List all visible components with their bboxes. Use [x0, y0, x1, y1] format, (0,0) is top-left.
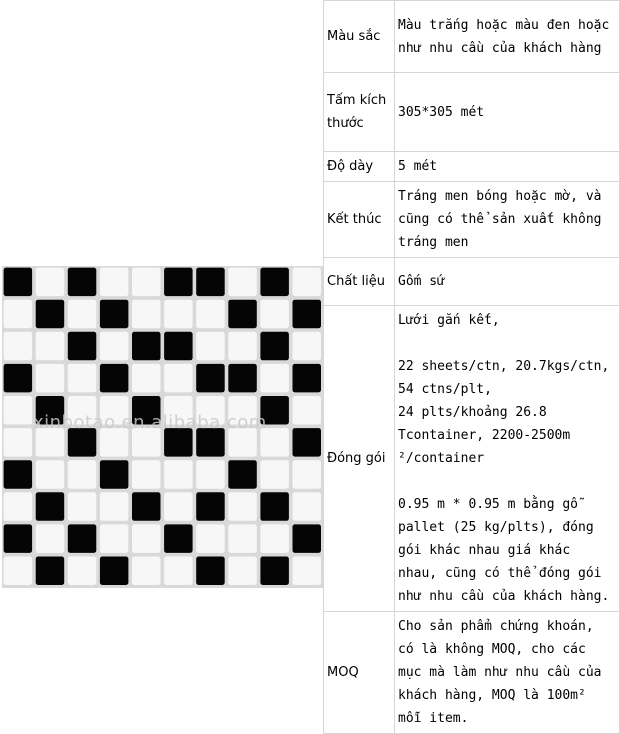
mosaic-tile — [196, 492, 225, 521]
mosaic-tile — [132, 524, 161, 553]
spec-value: Cho sản phẩm chứng khoán, có là không MOQ, cho các mục mà làm như nhu cầu của khách hàng, MOQ là 100m² mỗi item. — [395, 612, 620, 734]
mosaic-tile — [100, 428, 128, 457]
mosaic-tile — [100, 492, 128, 521]
mosaic-tile — [132, 428, 161, 457]
mosaic-tile — [196, 524, 225, 553]
mosaic-tile — [4, 492, 32, 521]
mosaic-tile — [36, 396, 64, 425]
mosaic-tile — [293, 524, 322, 553]
mosaic-tile — [293, 428, 322, 457]
spec-label: Màu sắc — [324, 1, 395, 73]
spec-value: 5 mét — [395, 152, 620, 182]
mosaic-tile — [293, 332, 322, 361]
mosaic-tile — [132, 460, 161, 489]
mosaic-tile — [36, 364, 64, 393]
mosaic-tile — [293, 492, 322, 521]
spec-label: Tấm kích thước — [324, 73, 395, 152]
mosaic-tile — [68, 460, 97, 489]
mosaic-grid — [2, 266, 323, 588]
spec-value: 305*305 mét — [395, 73, 620, 152]
spec-value: Tráng men bóng hoặc mờ, và cũng có thể sản xuất không tráng men — [395, 182, 620, 258]
mosaic-tile — [132, 268, 161, 297]
mosaic-tile — [68, 492, 97, 521]
mosaic-tile — [100, 396, 128, 425]
mosaic-tile — [164, 300, 193, 329]
mosaic-tile — [4, 364, 32, 393]
mosaic-tile — [164, 268, 193, 297]
mosaic-tile — [4, 524, 32, 553]
mosaic-tile — [100, 557, 128, 586]
spec-row-moq — [324, 612, 620, 734]
spec-label: Đóng gói — [324, 306, 395, 612]
mosaic-tile — [68, 396, 97, 425]
mosaic-tile — [260, 428, 289, 457]
spec-row-size — [324, 73, 620, 152]
mosaic-tile — [293, 300, 322, 329]
mosaic-tile — [293, 268, 322, 297]
spec-label: Kết thúc — [324, 182, 395, 258]
mosaic-tile — [260, 460, 289, 489]
mosaic-tile — [68, 557, 97, 586]
mosaic-tile — [100, 332, 128, 361]
mosaic-tile — [132, 557, 161, 586]
watermark-text: xinbotao.en.alibaba.com — [33, 412, 267, 433]
mosaic-tile — [260, 492, 289, 521]
mosaic-tile — [196, 428, 225, 457]
mosaic-tile — [4, 460, 32, 489]
mosaic-tile — [68, 332, 97, 361]
mosaic-tile — [4, 300, 32, 329]
mosaic-tile — [164, 460, 193, 489]
mosaic-tile — [260, 364, 289, 393]
mosaic-tile — [4, 557, 32, 586]
mosaic-tile — [228, 268, 256, 297]
mosaic-tile — [228, 460, 256, 489]
mosaic-tile — [4, 396, 32, 425]
mosaic-tile — [68, 428, 97, 457]
mosaic-tile — [293, 460, 322, 489]
mosaic-tile — [260, 268, 289, 297]
mosaic-tile — [196, 460, 225, 489]
mosaic-tile — [228, 428, 256, 457]
mosaic-tile — [36, 268, 64, 297]
spec-row-packaging — [324, 306, 620, 612]
spec-value: Màu trắng hoặc màu đen hoặc như nhu cầu của khách hàng — [395, 1, 620, 73]
mosaic-tile — [68, 300, 97, 329]
mosaic-tile — [293, 364, 322, 393]
mosaic-tile — [4, 332, 32, 361]
mosaic-tile — [4, 268, 32, 297]
mosaic-tile — [228, 396, 256, 425]
mosaic-tile — [100, 268, 128, 297]
mosaic-tile — [228, 364, 256, 393]
mosaic-tile — [196, 332, 225, 361]
spec-label: Chất liệu — [324, 258, 395, 306]
mosaic-tile-photo — [2, 266, 323, 588]
mosaic-tile — [36, 332, 64, 361]
mosaic-tile — [36, 557, 64, 586]
mosaic-tile — [164, 396, 193, 425]
mosaic-tile — [100, 300, 128, 329]
mosaic-tile — [164, 428, 193, 457]
spec-row-thickness — [324, 152, 620, 182]
mosaic-tile — [228, 332, 256, 361]
mosaic-tile — [293, 396, 322, 425]
mosaic-tile — [260, 300, 289, 329]
spec-row-finish — [324, 182, 620, 258]
spec-label: Độ dày — [324, 152, 395, 182]
mosaic-tile — [36, 460, 64, 489]
mosaic-tile — [260, 557, 289, 586]
spec-table — [323, 0, 620, 734]
mosaic-tile — [196, 364, 225, 393]
mosaic-tile — [164, 492, 193, 521]
mosaic-tile — [132, 364, 161, 393]
mosaic-tile — [293, 557, 322, 586]
spec-value: Lưới gắn kết, 22 sheets/ctn, 20.7kgs/ctn, 54 ctns/plt, 24 plts/khoảng 26.8 Tcontainer, 2200-2500m ²/container 0.95 m * 0.95 m bằng gỗ pallet (25 kg/plts), đóng gói khác nhau giá khác nhau, cũng có thể đóng gói như nhu cầu của khách hàng. — [395, 306, 620, 612]
mosaic-tile — [228, 300, 256, 329]
spec-row-color — [324, 1, 620, 73]
mosaic-tile — [36, 492, 64, 521]
mosaic-tile — [164, 524, 193, 553]
mosaic-tile — [228, 524, 256, 553]
mosaic-tile — [228, 557, 256, 586]
mosaic-tile — [196, 268, 225, 297]
mosaic-tile — [164, 332, 193, 361]
mosaic-tile — [36, 524, 64, 553]
mosaic-tile — [132, 332, 161, 361]
spec-label: MOQ — [324, 612, 395, 734]
mosaic-tile — [100, 364, 128, 393]
mosaic-tile — [260, 396, 289, 425]
mosaic-tile — [36, 300, 64, 329]
spec-row-material — [324, 258, 620, 306]
mosaic-tile — [100, 460, 128, 489]
mosaic-tile — [132, 492, 161, 521]
mosaic-tile — [68, 268, 97, 297]
mosaic-tile — [132, 300, 161, 329]
mosaic-tile — [68, 524, 97, 553]
mosaic-tile — [4, 428, 32, 457]
mosaic-tile — [68, 364, 97, 393]
mosaic-tile — [132, 396, 161, 425]
spec-value: Gốm sứ — [395, 258, 620, 306]
mosaic-tile — [260, 524, 289, 553]
mosaic-tile — [196, 300, 225, 329]
mosaic-tile — [196, 557, 225, 586]
mosaic-tile — [260, 332, 289, 361]
mosaic-tile — [164, 364, 193, 393]
mosaic-tile — [164, 557, 193, 586]
mosaic-tile — [36, 428, 64, 457]
mosaic-tile — [100, 524, 128, 553]
mosaic-tile — [228, 492, 256, 521]
mosaic-tile — [196, 396, 225, 425]
